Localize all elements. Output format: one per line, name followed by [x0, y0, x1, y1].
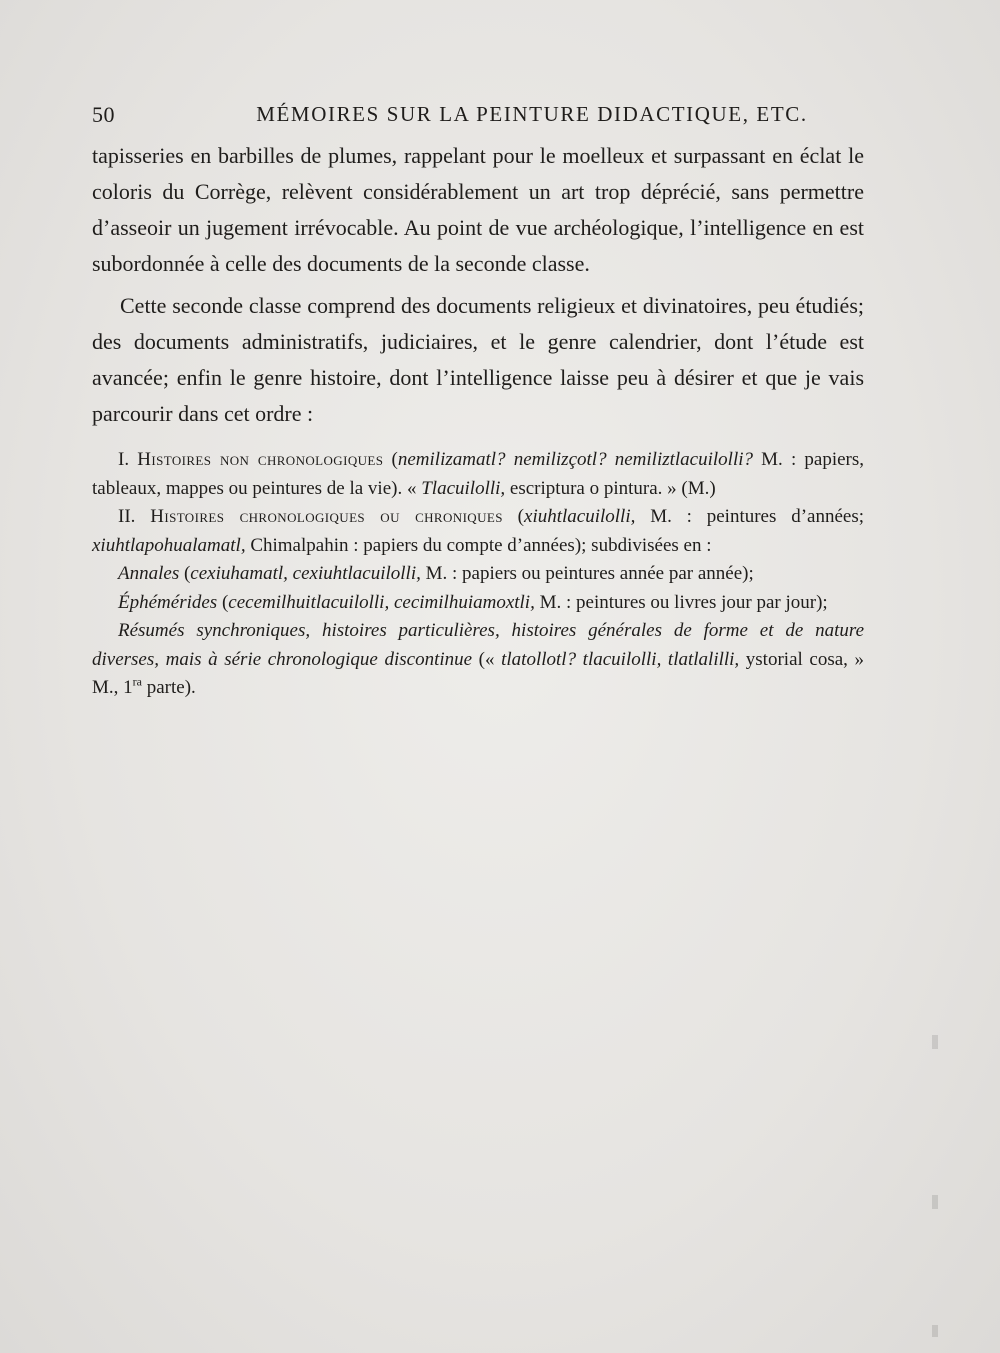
item-gloss-2: Chimalpahin : papiers du compte d’années); subdivisées en :: [245, 534, 712, 556]
subtype-title: Résumés synchroniques, histoires particulières, histoires générales de forme et de nature diverses, mais à série chronologique discontinue: [92, 620, 864, 670]
ordinal-number: 1: [123, 677, 133, 698]
classification-list: [92, 446, 864, 703]
ordinal-suffix: ra: [132, 674, 142, 689]
list-item-1: [92, 446, 864, 503]
subtype-gloss: M. : peintures ou livres jour par jour);: [534, 591, 828, 613]
subtype-title: Annales: [118, 563, 180, 584]
item-label: II.: [118, 506, 151, 527]
item-gloss: M. : peintures d’années;: [635, 506, 864, 527]
subtype-end: parte).: [141, 677, 196, 698]
running-title: MÉMOIRES SUR LA PEINTURE DIDACTIQUE, ETC.: [256, 102, 808, 126]
sublist-resumes: [92, 617, 864, 703]
scan-edge-mark: [932, 1035, 938, 1049]
item-label: I.: [118, 449, 138, 470]
paren: (: [383, 449, 398, 470]
sublist-ephemerides: [92, 589, 864, 618]
paragraph-1: tapisseries en barbilles de plumes, rappelant pour le moelleux et surpassant en éclat le coloris du Corrège, relèvent considérablement un art trop déprécié, sans permettre d’asseoir un jugement irrévocable. Au point de vue archéologique, l’intelligence en est subordonnée à celle des documents de la seconde classe.: [92, 143, 864, 276]
item-heading: Histoires non chronologiques: [137, 449, 384, 470]
paren: (: [502, 506, 525, 527]
nahuatl-terms: cecemilhuitlacuilolli, cecimilhuiamoxtli,: [228, 591, 535, 613]
paragraph-2: Cette seconde classe comprend des documents religieux et divinatoires, peu étudiés; des documents administratifs, judiciaires, et le genre calendrier, dont l’étude est avancée; enfin le genre histoire, dont l’intelligence laisse peu à désirer et que je vais parcourir dans cet ordre :: [92, 293, 864, 426]
nahuatl-term-1: xiuhtlacuilolli,: [524, 506, 636, 527]
subtype-gloss: M. : papiers ou peintures année par année);: [420, 563, 754, 584]
page-number: 50: [92, 102, 115, 127]
list-item-2: [92, 503, 864, 560]
page-header: [92, 100, 862, 136]
subtype-gloss: ystorial cosa, » M.,: [92, 648, 865, 698]
quote-term: Tlacuilolli,: [421, 477, 506, 499]
item-gloss: M. : papiers, tableaux, mappes ou peintures de la vie). «: [92, 449, 865, 499]
body-text: [92, 138, 864, 432]
scan-edge-mark: [932, 1325, 938, 1337]
nahuatl-term-2: xiuhtlapohualamatl,: [92, 534, 246, 556]
paren: (: [217, 591, 229, 613]
nahuatl-terms: nemilizamatl? nemilizçotl? nemiliztlacuilolli?: [397, 449, 753, 470]
scan-edge-mark: [932, 1195, 938, 1209]
paren: (: [179, 563, 191, 584]
subtype-title: Éphémérides: [118, 591, 218, 613]
nahuatl-terms: tlatollotl? tlacuilolli, tlatlalilli,: [501, 648, 740, 670]
paren: («: [472, 648, 502, 670]
nahuatl-terms: cexiuhamatl, cexiuhtlacuilolli,: [190, 563, 421, 584]
sublist-annales: [92, 560, 864, 589]
quote-rest: escriptura o pintura. » (M.): [505, 477, 716, 499]
item-heading: Histoires chronologiques ou chroniques: [150, 506, 503, 527]
